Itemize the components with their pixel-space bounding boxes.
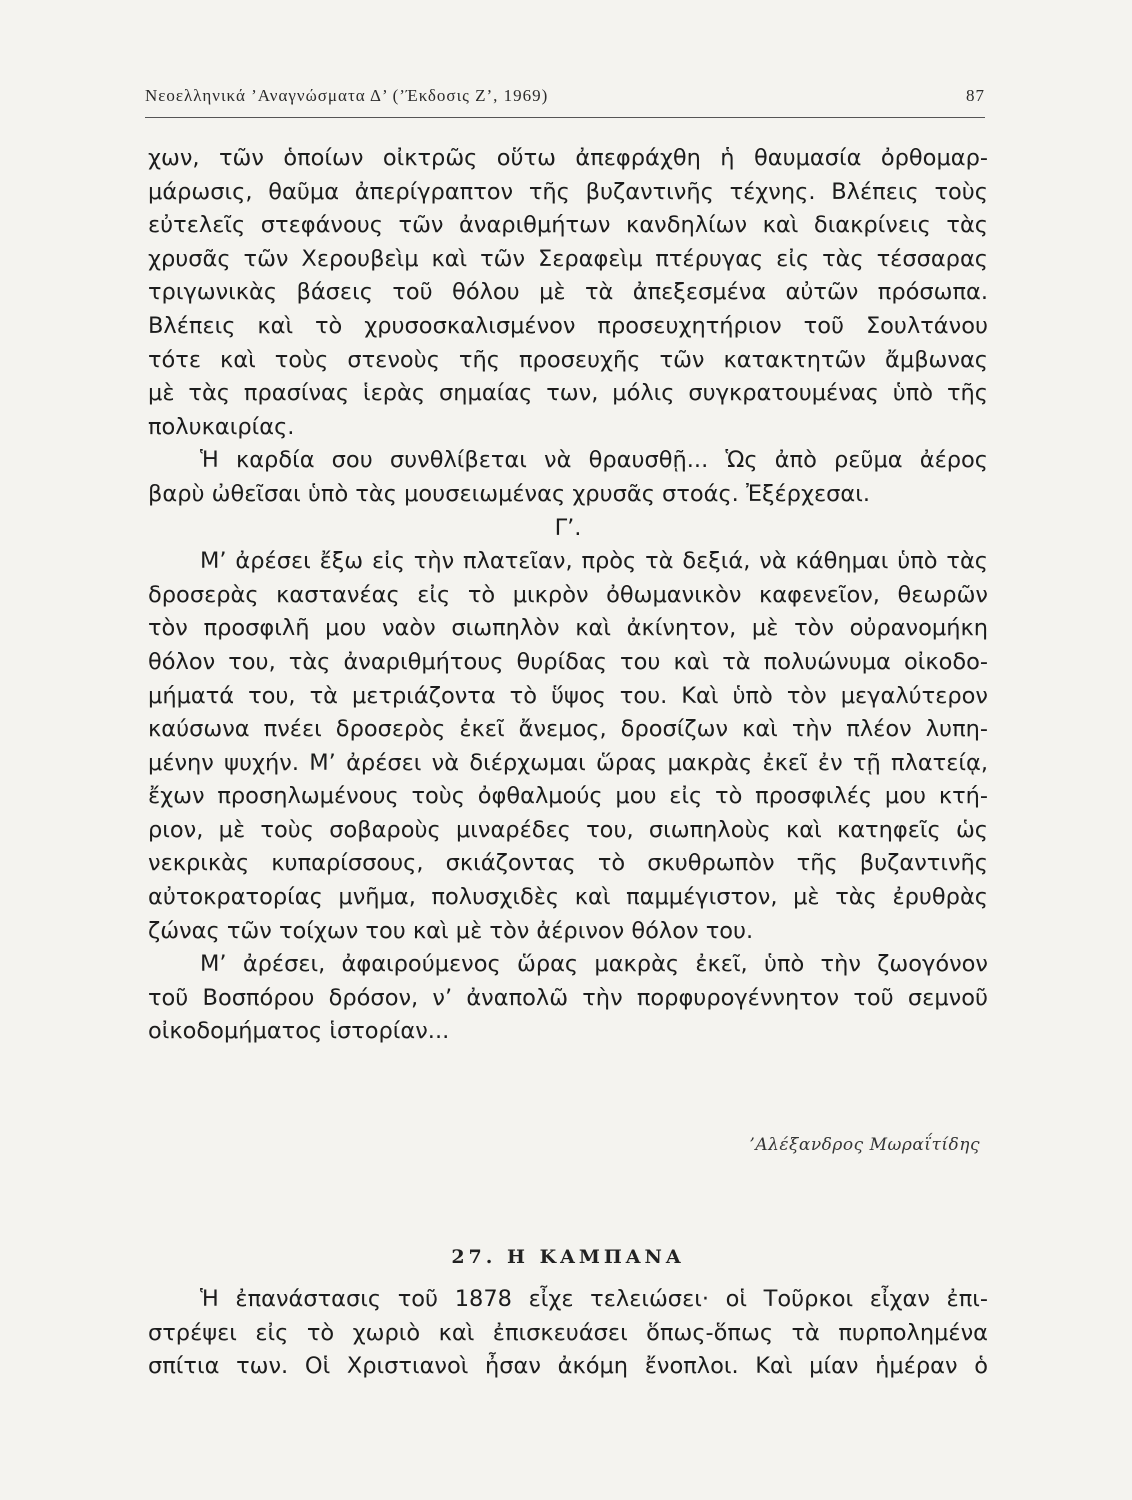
section-mark: Γ’. bbox=[554, 514, 582, 541]
text-line: Ἡ καρδία σου συνθλίβεται νὰ θραυσθῇ... Ὡς ἀπὸ ρεῦμα ἀέρος bbox=[200, 447, 988, 474]
text-line: τὸν προσφιλῆ μου ναὸν σιωπηλὸν καὶ ἀκίνητον, μὲ τὸν οὐρανομήκη bbox=[148, 615, 988, 642]
text-line: Μ’ ἀρέσει, ἀφαιρούμενος ὥρας μακρὰς ἐκεῖ, ὑπὸ τὴν ζωογόνον bbox=[200, 951, 988, 978]
text-line: ριον, μὲ τοὺς σοβαροὺς μιναρέδες του, σιωπηλοὺς καὶ κατηφεῖς ὡς bbox=[148, 816, 988, 843]
chapter-title: 27. Η ΚΑΜΠΑΝΑ bbox=[451, 1246, 685, 1268]
text-line: σπίτια των. Οἱ Χριστιανοὶ ἦσαν ἀκόμη ἔνοπλοι. Καὶ μίαν ἡμέραν ὁ bbox=[148, 1353, 988, 1380]
running-head-title: Νεοελληνικά ’Αναγνώσματα Δ’ (’Έκδοσις Ζ’, 1969) bbox=[145, 86, 549, 105]
text-line: καύσωνα πνέει δροσερὸς ἐκεῖ ἄνεμος, δροσίζων καὶ τὴν πλέον λυπη- bbox=[148, 716, 988, 743]
text-line: οἰκοδομήματος ἱστορίαν... bbox=[148, 1018, 450, 1045]
text-line: στρέψει εἰς τὸ χωριὸ καὶ ἐπισκευάσει ὅπως-ὅπως τὰ πυρπολημένα bbox=[148, 1319, 988, 1346]
chapter-body bbox=[148, 1283, 988, 1384]
text-line: μάρωσις, θαῦμα ἀπερίγραπτον τῆς βυζαντινῆς τέχνης. Βλέπεις τοὺς bbox=[148, 178, 988, 205]
text-line: Μ’ ἀρέσει ἔξω εἰς τὴν πλατεῖαν, πρὸς τὰ δεξιά, νὰ κάθημαι ὑπὸ τὰς bbox=[200, 548, 988, 575]
text-line: ἔχων προσηλωμένους τοὺς ὀφθαλμούς μου εἰς τὸ προσφιλές μου κτή- bbox=[148, 783, 988, 810]
text-line: ζώνας τῶν τοίχων του καὶ μὲ τὸν ἀέρινον θόλον του. bbox=[148, 917, 754, 944]
author-signature: ’Αλέξανδρος Μωραΐτίδης bbox=[749, 1135, 980, 1155]
text-line: Ἡ ἐπανάστασις τοῦ 1878 εἶχε τελειώσει· οἱ Τοῦρκοι εἶχαν ἐπι- bbox=[200, 1286, 988, 1312]
text-line: νεκρικὰς κυπαρίσσους, σκιάζοντας τὸ σκυθρωπὸν τῆς βυζαντινῆς bbox=[148, 850, 988, 877]
text-line: δροσερὰς καστανέας εἰς τὸ μικρὸν ὀθωμανικὸν καφενεῖον, θεωρῶν bbox=[148, 581, 988, 608]
text-line: πολυκαιρίας. bbox=[148, 413, 295, 440]
text-body bbox=[148, 142, 988, 1049]
text-line: μὲ τὰς πρασίνας ἱερὰς σημαίας των, μόλις συγκρατουμένας ὑπὸ τῆς bbox=[148, 380, 988, 407]
text-line: τριγωνικὰς βάσεις τοῦ θόλου μὲ τὰ ἀπεξεσμένα αὐτῶν πρόσωπα. bbox=[148, 279, 988, 306]
text-line: χων, τῶν ὁποίων οἰκτρῶς οὕτω ἀπεφράχθη ἡ θαυμασία ὀρθομαρ- bbox=[148, 145, 988, 171]
text-line: μήματά του, τὰ μετριάζοντα τὸ ὕψος του. Καὶ ὑπὸ τὸν μεγαλύτερον bbox=[148, 682, 988, 709]
text-line: βαρὺ ὠθεῖσαι ὑπὸ τὰς μουσειωμένας χρυσᾶς στοάς. Ἐξέρχεσαι. bbox=[148, 480, 870, 507]
page-number: 87 bbox=[966, 86, 985, 105]
text-line: τότε καὶ τοὺς στενοὺς τῆς προσευχῆς τῶν κατακτητῶν ἄμβωνας bbox=[148, 346, 988, 373]
text-line: τοῦ Βοσπόρου δρόσον, ν’ ἀναπολῶ τὴν πορφυρογέννητον τοῦ σεμνοῦ bbox=[148, 984, 988, 1011]
text-line: χρυσᾶς τῶν Χερουβεὶμ καὶ τῶν Σεραφεὶμ πτέρυγας εἰς τὰς τέσσαρας bbox=[148, 245, 988, 272]
text-line: θόλον του, τὰς ἀναριθμήτους θυρίδας του καὶ τὰ πολυώνυμα οἰκοδο- bbox=[148, 648, 988, 675]
running-head bbox=[145, 86, 985, 114]
header-rule bbox=[145, 117, 985, 118]
text-line: μένην ψυχήν. Μ’ ἀρέσει νὰ διέρχωμαι ὥρας μακρὰς ἐκεῖ ἐν τῇ πλατείᾳ, bbox=[148, 749, 988, 776]
text-line: εὐτελεῖς στεφάνους τῶν ἀναριθμήτων κανδηλίων καὶ διακρίνεις τὰς bbox=[148, 212, 988, 239]
text-line: αὐτοκρατορίας μνῆμα, πολυσχιδὲς καὶ παμμέγιστον, μὲ τὰς ἐρυθρὰς bbox=[148, 884, 988, 911]
text-line: Βλέπεις καὶ τὸ χρυσοσκαλισμένον προσευχητήριον τοῦ Σουλτάνου bbox=[148, 312, 988, 339]
